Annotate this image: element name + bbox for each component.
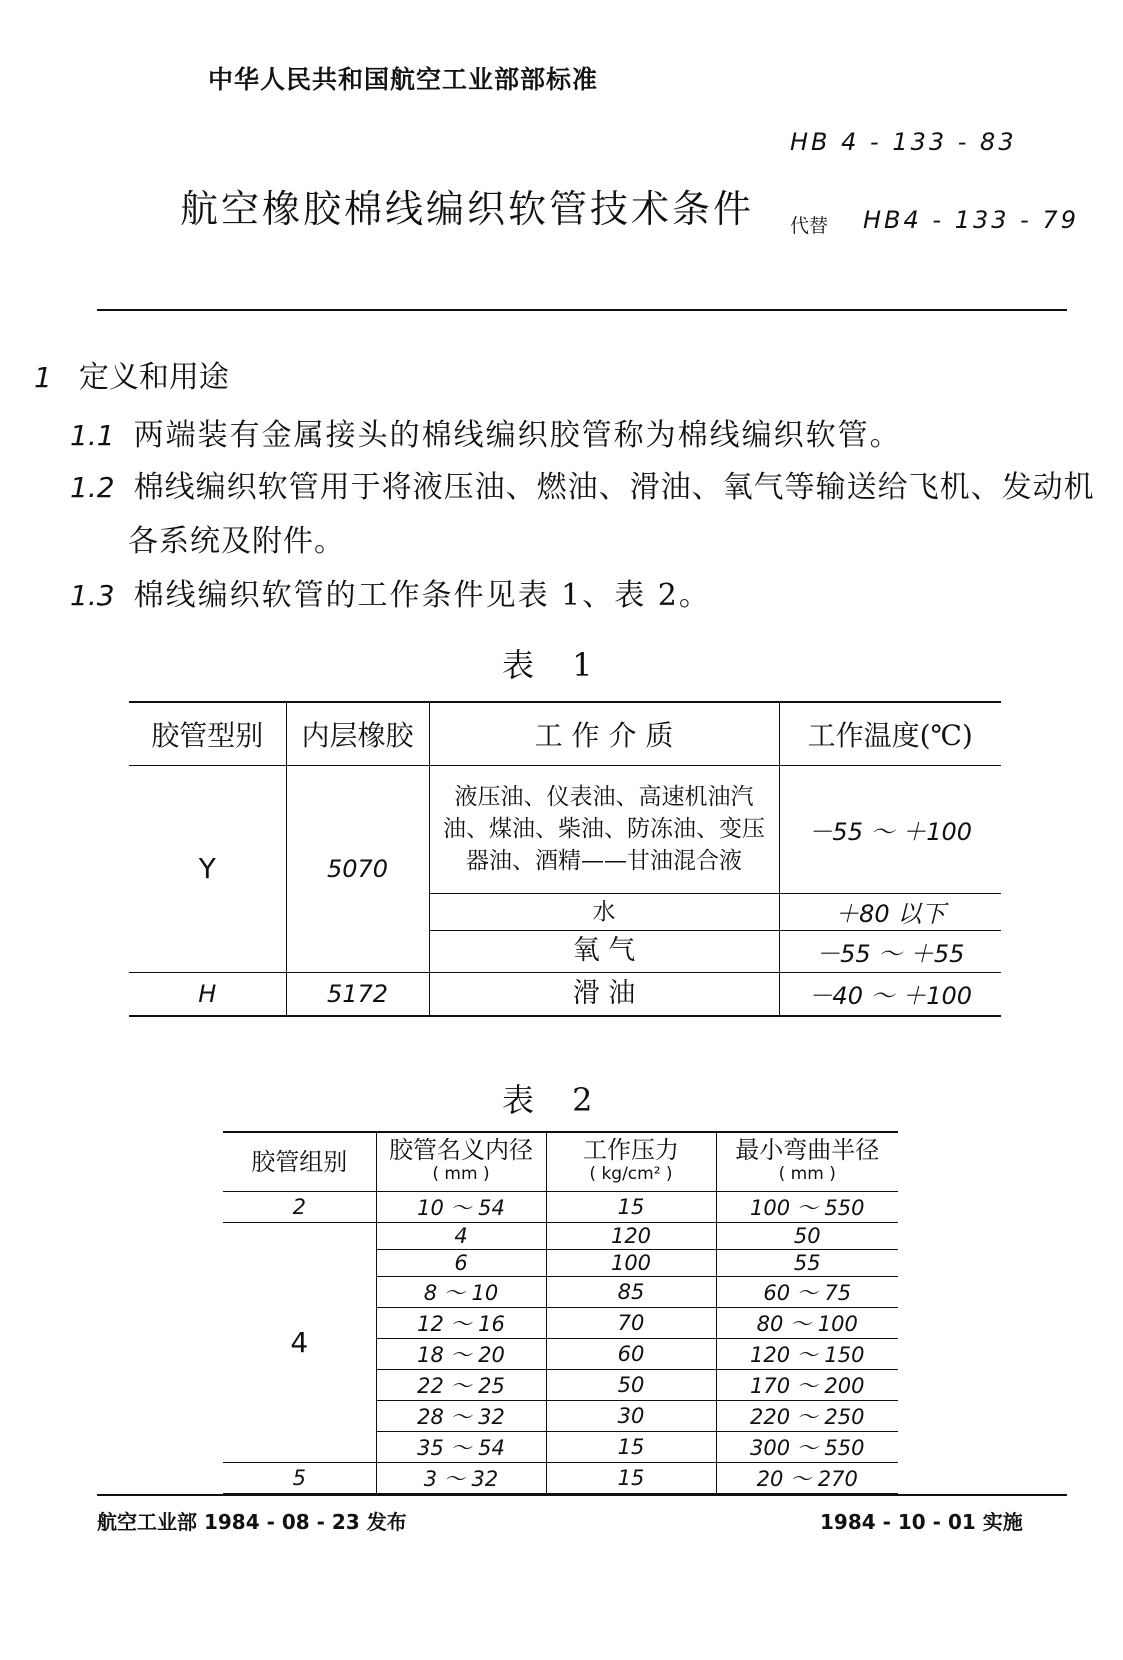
diameter-cell: 8 ～ 10 <box>376 1277 546 1308</box>
radius-cell: 60 ～ 75 <box>716 1277 898 1308</box>
table-header-row <box>129 702 1001 765</box>
table-row <box>223 1192 898 1223</box>
inner-rubber-cell: 5070 <box>286 765 429 972</box>
clause-1-3 <box>70 570 711 614</box>
column-header-unit: ( kg/cm² ) <box>589 1164 673 1184</box>
inner-rubber-cell: 5172 <box>286 972 429 1016</box>
temperature-cell: －55 ～ ＋100 <box>779 765 1001 893</box>
clause-1-1 <box>70 410 902 454</box>
column-header: 工 作 介 质 <box>429 702 779 765</box>
radius-cell: 20 ～ 270 <box>716 1463 898 1495</box>
diameter-cell: 10 ～ 54 <box>376 1192 546 1223</box>
table-row <box>129 972 1001 1016</box>
pressure-cell: 85 <box>546 1277 716 1308</box>
radius-cell: 50 <box>716 1223 898 1250</box>
table-header-row <box>223 1132 898 1192</box>
group-cell: 4 <box>223 1223 376 1463</box>
radius-cell: 220 ～ 250 <box>716 1401 898 1432</box>
replaces-label: 代替 <box>790 215 829 237</box>
column-header: 内层橡胶 <box>286 702 429 765</box>
clause-number: 1.3 <box>70 579 115 612</box>
clause-1-2-continued: 各系统及附件。 <box>128 524 345 559</box>
radius-cell: 100 ～ 550 <box>716 1192 898 1223</box>
pressure-cell: 50 <box>546 1370 716 1401</box>
diameter-cell: 22 ～ 25 <box>376 1370 546 1401</box>
footer-rule <box>97 1494 1067 1496</box>
column-header-unit: ( mm ) <box>432 1164 490 1184</box>
issue-date: 航空工业部 1984 - 08 - 23 发布 <box>97 1510 407 1534</box>
section-1-heading <box>34 352 229 396</box>
diameter-cell: 4 <box>376 1223 546 1250</box>
column-header <box>376 1132 546 1192</box>
pressure-cell: 15 <box>546 1432 716 1463</box>
clause-number: 1.2 <box>70 471 115 504</box>
header-rule <box>97 309 1067 311</box>
table-1-caption: 表 1 <box>502 646 607 684</box>
clause-text: 棉线编织软管用于将液压油、燃油、滑油、氧气等输送给飞机、发动机 <box>133 470 1095 505</box>
clause-text: 两端装有金属接头的棉线编织胶管称为棉线编织软管。 <box>133 418 902 453</box>
column-header <box>546 1132 716 1192</box>
clause-number: 1.1 <box>70 419 115 452</box>
document-title: 航空橡胶棉线编织软管技术条件 <box>180 187 755 231</box>
clause-text: 棉线编织软管的工作条件见表 1、表 2。 <box>133 578 711 613</box>
hose-type-cell: Y <box>129 765 286 972</box>
hose-type-cell: H <box>129 972 286 1016</box>
diameter-cell: 28 ～ 32 <box>376 1401 546 1432</box>
column-header-label: 工作压力 <box>583 1136 679 1164</box>
temperature-cell: －40 ～ ＋100 <box>779 972 1001 1016</box>
diameter-cell: 6 <box>376 1250 546 1277</box>
radius-cell: 300 ～ 550 <box>716 1432 898 1463</box>
column-header-unit: ( mm ) <box>778 1164 836 1184</box>
diameter-cell: 35 ～ 54 <box>376 1432 546 1463</box>
pressure-cell: 15 <box>546 1463 716 1495</box>
column-header: 胶管型别 <box>129 702 286 765</box>
group-cell: 5 <box>223 1463 376 1495</box>
medium-cell: 液压油、仪表油、高速机油汽油、煤油、柴油、防冻油、变压器油、酒精——甘油混合液 <box>429 765 779 893</box>
pressure-cell: 15 <box>546 1192 716 1223</box>
issuing-authority: 中华人民共和国航空工业部部标准 <box>208 65 599 94</box>
table-2 <box>223 1131 898 1495</box>
diameter-cell: 18 ～ 20 <box>376 1339 546 1370</box>
effective-date: 1984 - 10 - 01 实施 <box>820 1510 1023 1534</box>
section-title: 定义和用途 <box>78 360 229 395</box>
pressure-cell: 100 <box>546 1250 716 1277</box>
pressure-cell: 30 <box>546 1401 716 1432</box>
radius-cell: 170 ～ 200 <box>716 1370 898 1401</box>
medium-cell: 水 <box>429 893 779 930</box>
section-number: 1 <box>34 361 52 394</box>
table-1 <box>129 701 1001 1017</box>
clause-1-2 <box>70 462 1095 506</box>
pressure-cell: 60 <box>546 1339 716 1370</box>
radius-cell: 120 ～ 150 <box>716 1339 898 1370</box>
radius-cell: 80 ～ 100 <box>716 1308 898 1339</box>
pressure-cell: 70 <box>546 1308 716 1339</box>
pressure-cell: 120 <box>546 1223 716 1250</box>
diameter-cell: 12 ～ 16 <box>376 1308 546 1339</box>
table-row <box>223 1223 898 1250</box>
standard-number: HB 4 - 133 - 83 <box>790 128 1017 156</box>
table-row <box>129 765 1001 893</box>
radius-cell: 55 <box>716 1250 898 1277</box>
temperature-cell: ＋80 以下 <box>779 893 1001 930</box>
column-header: 工作温度(℃) <box>779 702 1001 765</box>
column-header-label: 胶管名义内径 <box>389 1136 533 1164</box>
group-cell: 2 <box>223 1192 376 1223</box>
column-header: 胶管组别 <box>223 1132 376 1192</box>
replaces-number: HB4 - 133 - 79 <box>863 206 1079 234</box>
temperature-cell: －55 ～ ＋55 <box>779 930 1001 972</box>
column-header-label: 最小弯曲半径 <box>735 1136 880 1164</box>
table-2-caption: 表 2 <box>502 1081 607 1119</box>
medium-cell: 滑 油 <box>429 972 779 1016</box>
diameter-cell: 3 ～ 32 <box>376 1463 546 1495</box>
column-header <box>716 1132 898 1192</box>
medium-cell: 氧 气 <box>429 930 779 972</box>
table-row <box>223 1463 898 1495</box>
